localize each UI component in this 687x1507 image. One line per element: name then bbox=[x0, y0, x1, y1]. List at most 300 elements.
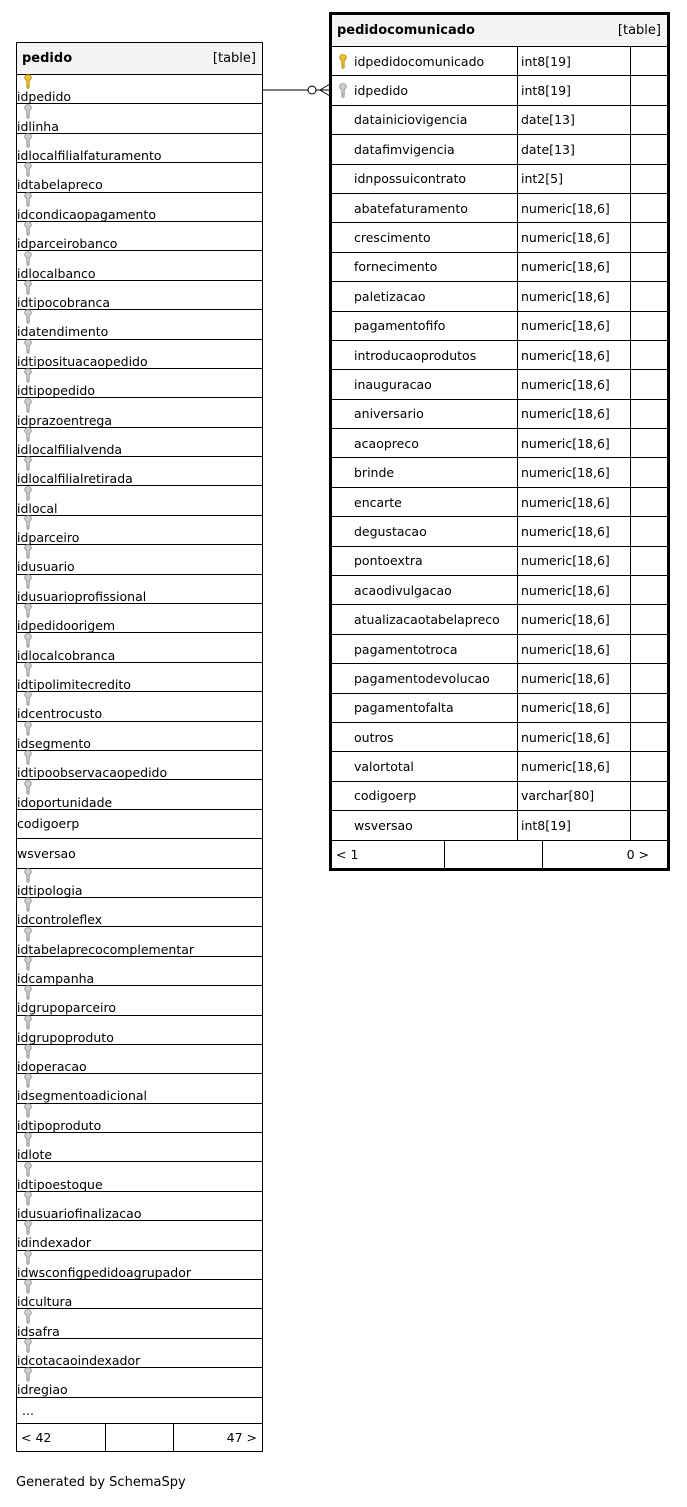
column-row[interactable] bbox=[17, 1280, 262, 1309]
table-footer bbox=[332, 841, 667, 868]
column-name: idgrupoproduto bbox=[17, 1029, 114, 1045]
column-name: aniversario bbox=[354, 406, 424, 422]
column-row[interactable] bbox=[17, 1104, 262, 1133]
column-row[interactable] bbox=[332, 576, 667, 605]
column-name-cell bbox=[17, 1338, 262, 1368]
foreign-key-icon bbox=[17, 721, 39, 736]
column-row[interactable] bbox=[17, 486, 262, 515]
column-name-cell bbox=[17, 1044, 262, 1074]
column-name: idcotacaoindexador bbox=[17, 1353, 141, 1368]
column-name-cell bbox=[17, 985, 262, 1015]
column-name: abatefaturamento bbox=[354, 200, 468, 216]
column-row[interactable] bbox=[17, 692, 262, 721]
column-name: crescimento bbox=[354, 230, 431, 246]
column-row[interactable] bbox=[332, 517, 667, 546]
column-name: idcultura bbox=[17, 1294, 73, 1310]
column-row[interactable] bbox=[17, 663, 262, 692]
column-row[interactable] bbox=[17, 1251, 262, 1280]
column-name: idusuario bbox=[17, 559, 75, 575]
column-type: numeric[18,6] bbox=[518, 576, 631, 604]
column-name: idlocal bbox=[17, 500, 58, 516]
column-name: idlocalfilialfaturamento bbox=[17, 147, 162, 163]
column-name-cell bbox=[17, 221, 262, 251]
children-count: 47 > bbox=[226, 1429, 257, 1445]
foreign-key-icon bbox=[17, 1132, 39, 1147]
foreign-key-icon bbox=[17, 927, 39, 942]
foreign-key-icon bbox=[17, 662, 39, 677]
foreign-key-icon bbox=[17, 280, 39, 295]
column-row[interactable] bbox=[17, 1192, 262, 1221]
column-name: idlocalfilialretirada bbox=[17, 471, 133, 487]
column-name-cell bbox=[332, 694, 518, 722]
column-name-cell bbox=[332, 341, 518, 369]
foreign-key-icon bbox=[17, 251, 39, 266]
column-name: idsafra bbox=[17, 1323, 60, 1339]
column-name: idnpossuicontrato bbox=[354, 171, 467, 187]
foreign-key-icon bbox=[17, 956, 39, 971]
column-name: idlocalbanco bbox=[17, 265, 96, 281]
column-name-cell bbox=[17, 1015, 262, 1045]
column-name-cell bbox=[17, 1367, 262, 1397]
column-row[interactable] bbox=[17, 545, 262, 574]
column-name: idcampanha bbox=[17, 970, 95, 986]
column-name-cell bbox=[17, 280, 262, 310]
column-type: numeric[18,6] bbox=[518, 341, 631, 369]
foreign-key-icon bbox=[17, 544, 39, 559]
column-name: idsegmento bbox=[17, 735, 91, 751]
column-row[interactable] bbox=[332, 723, 667, 752]
column-name-cell bbox=[332, 223, 518, 251]
primary-key-icon bbox=[332, 54, 354, 69]
column-row[interactable] bbox=[17, 398, 262, 427]
column-row[interactable] bbox=[17, 604, 262, 633]
column-name: idregiao bbox=[17, 1382, 68, 1398]
column-name-cell bbox=[17, 544, 262, 574]
column-name-cell bbox=[332, 47, 518, 75]
column-name-cell bbox=[17, 662, 262, 692]
column-name-cell bbox=[332, 253, 518, 281]
column-name: pagamentodevolucao bbox=[354, 670, 490, 686]
column-type: numeric[18,6] bbox=[518, 223, 631, 251]
foreign-key-icon bbox=[17, 339, 39, 354]
column-name-cell bbox=[17, 721, 262, 751]
column-name: idtipoobservacaopedido bbox=[17, 765, 168, 781]
column-row[interactable] bbox=[17, 310, 262, 339]
foreign-key-icon bbox=[17, 133, 39, 148]
column-name: idoperacao bbox=[17, 1059, 87, 1075]
column-name: fornecimento bbox=[354, 259, 438, 275]
column-name: idoportunidade bbox=[17, 794, 113, 810]
column-row[interactable] bbox=[17, 839, 262, 868]
foreign-key-icon bbox=[17, 1309, 39, 1324]
foreign-key-icon bbox=[17, 456, 39, 471]
column-name: idtabelaprecocomplementar bbox=[17, 941, 195, 957]
column-name: paletizacao bbox=[354, 288, 426, 304]
column-name-cell bbox=[332, 282, 518, 310]
column-name: datafimvigencia bbox=[354, 141, 455, 157]
column-row[interactable] bbox=[17, 810, 262, 839]
column-name: outros bbox=[354, 729, 394, 745]
foreign-key-icon bbox=[17, 985, 39, 1000]
column-row[interactable] bbox=[17, 1016, 262, 1045]
column-row[interactable] bbox=[17, 1339, 262, 1368]
column-name-cell bbox=[332, 106, 518, 134]
column-type: date[13] bbox=[518, 135, 631, 163]
column-type: numeric[18,6] bbox=[518, 605, 631, 633]
table-footer bbox=[17, 1424, 262, 1451]
footer-middle bbox=[106, 1424, 174, 1451]
table-type-tag: [table] bbox=[212, 51, 256, 66]
column-row[interactable] bbox=[332, 370, 667, 399]
column-name-cell bbox=[17, 1132, 262, 1162]
column-row[interactable] bbox=[17, 898, 262, 927]
column-type: numeric[18,6] bbox=[518, 664, 631, 692]
column-name-cell bbox=[17, 456, 262, 486]
column-name-cell bbox=[332, 811, 518, 839]
column-row[interactable] bbox=[17, 516, 262, 545]
column-name-cell bbox=[332, 312, 518, 340]
column-type: numeric[18,6] bbox=[518, 723, 631, 751]
column-row[interactable] bbox=[17, 780, 262, 809]
column-name-cell bbox=[332, 488, 518, 516]
column-name-cell bbox=[332, 165, 518, 193]
column-row[interactable] bbox=[17, 722, 262, 751]
column-type: numeric[18,6] bbox=[518, 429, 631, 457]
column-name: encarte bbox=[354, 494, 402, 510]
column-name-cell bbox=[17, 368, 262, 398]
foreign-key-icon bbox=[17, 1367, 39, 1382]
column-name-cell bbox=[17, 192, 262, 222]
column-name: idcontroleflex bbox=[17, 912, 103, 928]
column-row[interactable] bbox=[17, 986, 262, 1015]
relationship-optional-circle bbox=[308, 86, 316, 94]
column-row[interactable] bbox=[332, 547, 667, 576]
column-row[interactable] bbox=[332, 253, 667, 282]
column-name: idlocalcobranca bbox=[17, 647, 116, 663]
column-type: numeric[18,6] bbox=[518, 282, 631, 310]
column-row[interactable] bbox=[332, 752, 667, 781]
column-row[interactable] bbox=[17, 633, 262, 662]
column-name: idprazoentrega bbox=[17, 412, 113, 428]
column-name: idtipopedido bbox=[17, 383, 95, 399]
column-row[interactable] bbox=[17, 428, 262, 457]
column-type: int8[19] bbox=[518, 76, 631, 104]
column-type: numeric[18,6] bbox=[518, 253, 631, 281]
column-name: idcentrocusto bbox=[17, 706, 103, 722]
column-name: pagamentofifo bbox=[354, 318, 446, 334]
column-name-cell bbox=[332, 517, 518, 545]
column-name: idusuarioprofissional bbox=[17, 588, 147, 604]
column-row[interactable] bbox=[332, 47, 667, 76]
column-name-cell bbox=[332, 458, 518, 486]
column-name: idusuariofinalizacao bbox=[17, 1206, 142, 1222]
foreign-key-icon bbox=[17, 1162, 39, 1177]
column-name: brinde bbox=[354, 465, 395, 481]
foreign-key-icon bbox=[17, 1279, 39, 1294]
table-name: pedido bbox=[22, 51, 73, 66]
column-name-cell bbox=[17, 339, 262, 369]
column-name-cell bbox=[17, 816, 262, 831]
column-name: wsversao bbox=[17, 845, 76, 861]
foreign-key-icon bbox=[17, 1073, 39, 1088]
column-name: degustacao bbox=[354, 523, 427, 539]
column-type: int2[5] bbox=[518, 165, 631, 193]
column-row[interactable] bbox=[17, 457, 262, 486]
column-row[interactable] bbox=[332, 194, 667, 223]
foreign-key-icon bbox=[17, 691, 39, 706]
column-row[interactable] bbox=[17, 369, 262, 398]
column-name: idtiposituacaopedido bbox=[17, 353, 148, 369]
column-row[interactable] bbox=[332, 76, 667, 105]
column-name-cell bbox=[332, 576, 518, 604]
column-type: int8[19] bbox=[518, 47, 631, 75]
parents-count: < 1 bbox=[332, 841, 445, 868]
column-name-cell bbox=[17, 956, 262, 986]
column-name-cell bbox=[332, 194, 518, 222]
column-row[interactable] bbox=[17, 222, 262, 251]
foreign-key-icon bbox=[17, 104, 39, 119]
column-type: date[13] bbox=[518, 106, 631, 134]
generator-credit: Generated by SchemaSpy bbox=[16, 1475, 186, 1490]
column-name: idatendimento bbox=[17, 324, 109, 340]
column-name: idtabelapreco bbox=[17, 177, 103, 193]
column-type: numeric[18,6] bbox=[518, 370, 631, 398]
column-row[interactable] bbox=[332, 341, 667, 370]
column-name-cell bbox=[17, 427, 262, 457]
column-row[interactable] bbox=[17, 1074, 262, 1103]
column-name: idindexador bbox=[17, 1235, 91, 1251]
column-row[interactable] bbox=[332, 400, 667, 429]
column-name-cell bbox=[17, 515, 262, 545]
column-name: idpedido bbox=[17, 89, 72, 105]
column-name: idlinha bbox=[17, 118, 59, 134]
foreign-key-icon bbox=[17, 427, 39, 442]
column-name-cell bbox=[332, 76, 518, 104]
column-row[interactable] bbox=[332, 429, 667, 458]
column-name: idpedidoorigem bbox=[17, 618, 116, 634]
column-name-cell bbox=[332, 605, 518, 633]
column-row[interactable] bbox=[17, 193, 262, 222]
table-header bbox=[17, 43, 262, 75]
column-name-cell bbox=[332, 752, 518, 780]
column-name: acaodivulgacao bbox=[354, 582, 452, 598]
table-type-tag: [table] bbox=[617, 23, 661, 38]
column-name: idtipolimitecredito bbox=[17, 677, 131, 693]
column-row[interactable] bbox=[332, 782, 667, 811]
column-row[interactable] bbox=[332, 635, 667, 664]
column-name-cell bbox=[17, 1279, 262, 1309]
column-row[interactable] bbox=[332, 694, 667, 723]
column-name: atualizacaotabelapreco bbox=[354, 612, 500, 628]
more-columns-indicator: ... bbox=[17, 1398, 262, 1424]
column-row[interactable] bbox=[332, 488, 667, 517]
foreign-key-icon bbox=[17, 780, 39, 795]
column-row[interactable] bbox=[17, 163, 262, 192]
column-name-cell bbox=[332, 400, 518, 428]
column-name-cell bbox=[17, 1103, 262, 1133]
foreign-key-icon bbox=[17, 1044, 39, 1059]
column-name: idpedidocomunicado bbox=[354, 53, 485, 69]
column-type: varchar[80] bbox=[518, 782, 631, 810]
column-name-cell bbox=[17, 780, 262, 810]
column-row[interactable] bbox=[332, 664, 667, 693]
column-row[interactable] bbox=[17, 104, 262, 133]
column-name-cell bbox=[17, 750, 262, 780]
column-name-cell bbox=[17, 633, 262, 663]
column-name-cell bbox=[17, 691, 262, 721]
column-name: datainiciovigencia bbox=[354, 112, 468, 128]
column-name-cell bbox=[17, 133, 262, 163]
column-row[interactable] bbox=[332, 165, 667, 194]
column-row[interactable] bbox=[17, 340, 262, 369]
column-row[interactable] bbox=[17, 1309, 262, 1338]
foreign-key-icon bbox=[17, 633, 39, 648]
column-row[interactable] bbox=[332, 135, 667, 164]
column-row[interactable] bbox=[17, 1368, 262, 1397]
column-row[interactable] bbox=[17, 1045, 262, 1074]
column-name: idpedido bbox=[354, 83, 409, 99]
column-row[interactable] bbox=[17, 1221, 262, 1250]
column-row[interactable] bbox=[17, 134, 262, 163]
foreign-key-icon bbox=[17, 368, 39, 383]
column-row[interactable] bbox=[17, 1162, 262, 1191]
column-name: idtipoproduto bbox=[17, 1117, 102, 1133]
foreign-key-icon bbox=[17, 309, 39, 324]
children-count: 0 > bbox=[626, 846, 649, 862]
column-name-cell bbox=[17, 603, 262, 633]
foreign-key-icon bbox=[17, 574, 39, 589]
column-type: int8[19] bbox=[518, 811, 631, 839]
column-name-cell bbox=[17, 1073, 262, 1103]
column-name-cell bbox=[17, 74, 262, 104]
column-row[interactable] bbox=[17, 281, 262, 310]
column-row[interactable] bbox=[17, 251, 262, 280]
column-name: idtipologia bbox=[17, 882, 83, 898]
column-name: idgrupoparceiro bbox=[17, 1000, 116, 1016]
column-name-cell bbox=[332, 635, 518, 663]
column-name: codigoerp bbox=[354, 788, 417, 804]
column-name: idparceirobanco bbox=[17, 236, 118, 252]
table-header bbox=[332, 15, 667, 47]
column-name: idtipoestoque bbox=[17, 1176, 103, 1192]
foreign-key-icon bbox=[332, 83, 354, 98]
column-row[interactable] bbox=[17, 75, 262, 104]
column-name-cell bbox=[332, 135, 518, 163]
column-list bbox=[17, 75, 262, 1398]
column-name: pagamentofalta bbox=[354, 700, 454, 716]
column-name-cell bbox=[17, 574, 262, 604]
column-name-cell bbox=[17, 1250, 262, 1280]
column-name-cell bbox=[17, 1191, 262, 1221]
foreign-key-icon bbox=[17, 868, 39, 883]
foreign-key-icon bbox=[17, 221, 39, 236]
column-name-cell bbox=[17, 1220, 262, 1250]
column-row[interactable] bbox=[332, 282, 667, 311]
footer-middle bbox=[445, 841, 543, 868]
column-list bbox=[332, 47, 667, 841]
column-name: introducaoprodutos bbox=[354, 347, 477, 363]
column-name-cell bbox=[17, 486, 262, 516]
column-name-cell bbox=[332, 723, 518, 751]
foreign-key-icon bbox=[17, 1103, 39, 1118]
column-name: codigoerp bbox=[17, 816, 80, 832]
column-name-cell bbox=[17, 162, 262, 192]
foreign-key-icon bbox=[17, 486, 39, 501]
column-row[interactable] bbox=[332, 605, 667, 634]
column-row[interactable] bbox=[332, 312, 667, 341]
column-row[interactable] bbox=[17, 575, 262, 604]
column-type: numeric[18,6] bbox=[518, 400, 631, 428]
column-row[interactable] bbox=[17, 869, 262, 898]
column-name-cell bbox=[17, 868, 262, 898]
column-name-cell bbox=[332, 664, 518, 692]
column-name-cell bbox=[17, 927, 262, 957]
foreign-key-icon bbox=[17, 192, 39, 207]
column-row[interactable] bbox=[17, 957, 262, 986]
column-type: numeric[18,6] bbox=[518, 312, 631, 340]
column-type: numeric[18,6] bbox=[518, 694, 631, 722]
column-row[interactable] bbox=[17, 927, 262, 956]
foreign-key-icon bbox=[17, 162, 39, 177]
column-name-cell bbox=[17, 1309, 262, 1339]
column-name-cell bbox=[332, 782, 518, 810]
column-name: idtipocobranca bbox=[17, 294, 111, 310]
column-row[interactable] bbox=[332, 106, 667, 135]
column-name-cell bbox=[17, 398, 262, 428]
column-name-cell bbox=[17, 309, 262, 339]
column-type: numeric[18,6] bbox=[518, 488, 631, 516]
parents-count: < 42 bbox=[17, 1424, 106, 1451]
column-name: wsversao bbox=[354, 817, 413, 833]
foreign-key-icon bbox=[17, 1338, 39, 1353]
column-name-cell bbox=[17, 104, 262, 134]
column-name-cell bbox=[17, 251, 262, 281]
column-name: idlote bbox=[17, 1147, 53, 1163]
column-row[interactable] bbox=[332, 458, 667, 487]
column-name-cell bbox=[17, 1162, 262, 1192]
table-pedido[interactable] bbox=[16, 42, 263, 1452]
column-type: numeric[18,6] bbox=[518, 517, 631, 545]
primary-key-icon bbox=[17, 74, 39, 89]
column-type: numeric[18,6] bbox=[518, 547, 631, 575]
column-row[interactable] bbox=[332, 811, 667, 840]
column-name: acaopreco bbox=[354, 435, 419, 451]
foreign-key-icon bbox=[17, 1191, 39, 1206]
column-type: numeric[18,6] bbox=[518, 752, 631, 780]
column-type: numeric[18,6] bbox=[518, 458, 631, 486]
foreign-key-icon bbox=[17, 1220, 39, 1235]
column-name-cell bbox=[332, 429, 518, 457]
foreign-key-icon bbox=[17, 603, 39, 618]
column-name-cell bbox=[332, 547, 518, 575]
foreign-key-icon bbox=[17, 1015, 39, 1030]
column-name: idparceiro bbox=[17, 530, 80, 546]
column-row[interactable] bbox=[17, 751, 262, 780]
column-row[interactable] bbox=[332, 223, 667, 252]
column-name-cell bbox=[17, 897, 262, 927]
table-pedidocomunicado[interactable] bbox=[329, 12, 670, 871]
column-name: idlocalfilialvenda bbox=[17, 441, 123, 457]
column-row[interactable] bbox=[17, 1133, 262, 1162]
column-type: numeric[18,6] bbox=[518, 194, 631, 222]
column-name: pagamentotroca bbox=[354, 641, 458, 657]
column-name: inauguracao bbox=[354, 376, 432, 392]
foreign-key-icon bbox=[17, 750, 39, 765]
column-name: pontoextra bbox=[354, 553, 423, 569]
foreign-key-icon bbox=[17, 1250, 39, 1265]
column-type: numeric[18,6] bbox=[518, 635, 631, 663]
column-name-cell bbox=[17, 846, 262, 861]
